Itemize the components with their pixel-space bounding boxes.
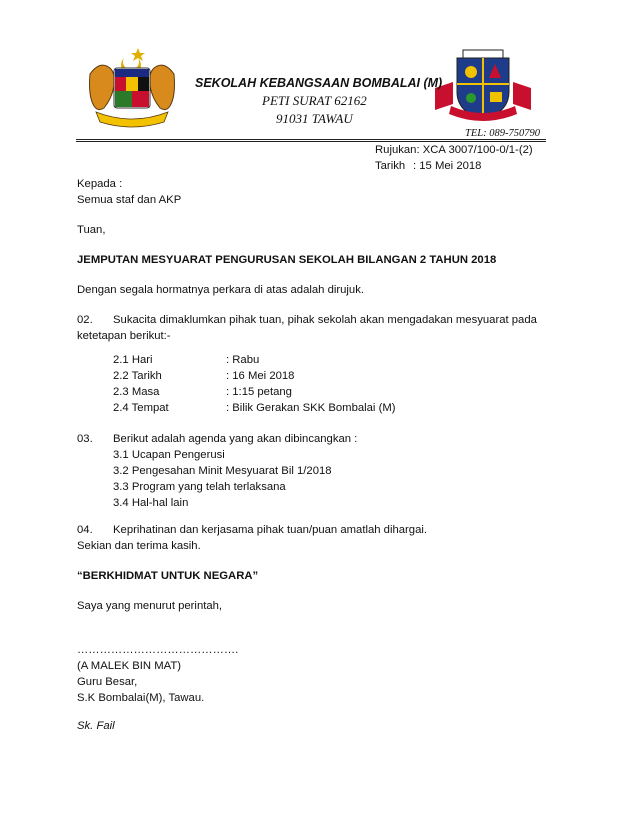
date-value: : 15 Mei 2018: [413, 160, 482, 172]
obedience-line: Saya yang menurut perintah,: [77, 600, 223, 612]
file-copy-note: Sk. Fail: [77, 720, 115, 732]
signer-name: (A MALEK BIN MAT): [77, 660, 181, 672]
signer-title: Guru Besar,: [77, 676, 138, 688]
school-name: SEKOLAH KEBANGSAAN BOMBALAI (M): [195, 76, 443, 90]
address-line-1: PETI SURAT 62162: [262, 93, 367, 108]
intro-paragraph: Dengan segala hormatnya perkara di atas adalah dirujuk.: [77, 284, 364, 296]
agenda-item: 3.2 Pengesahan Minit Mesyuarat Bil 1/2018: [113, 465, 332, 477]
signer-school: S.K Bombalai(M), Tawau.: [77, 692, 205, 704]
header-divider-line: [76, 139, 546, 140]
detail-label: 2.4 Tempat: [113, 402, 169, 414]
reference-number: Rujukan: XCA 3007/100-0/1-(2): [375, 144, 533, 156]
letter-subject: JEMPUTAN MESYUARAT PENGURUSAN SEKOLAH BILANGAN 2 TAHUN 2018: [77, 254, 497, 266]
detail-value: : Bilik Gerakan SKK Bombalai (M): [226, 402, 396, 414]
paragraph-4-text: Keprihatinan dan kerjasama pihak tuan/puan amatlah dihargai.: [113, 524, 428, 536]
paragraph-3-text: Berikut adalah agenda yang akan dibincangkan :: [113, 433, 358, 445]
agenda-item: 3.3 Program yang telah terlaksana: [113, 481, 286, 493]
closing-line: Sekian dan terima kasih.: [77, 540, 201, 552]
paragraph-2-number: 02.: [77, 314, 93, 326]
recipient: Semua staf dan AKP: [77, 194, 182, 206]
recipient-label: Kepada :: [77, 178, 123, 190]
detail-label: 2.1 Hari: [113, 354, 153, 366]
detail-value: : Rabu: [226, 354, 260, 366]
signature-dots: …………………………………….: [77, 644, 239, 656]
school-logo-icon: [433, 44, 533, 126]
address-line-2: 91031 TAWAU: [276, 111, 353, 126]
agenda-item: 3.4 Hal-hal lain: [113, 497, 189, 509]
detail-label: 2.2 Tarikh: [113, 370, 162, 382]
motto: “BERKHIDMAT UNTUK NEGARA”: [77, 570, 259, 582]
paragraph-2-line-1: Sukacita dimaklumkan pihak tuan, pihak sekolah akan mengadakan mesyuarat pada: [113, 314, 537, 326]
salutation: Tuan,: [77, 224, 106, 236]
detail-value: : 1:15 petang: [226, 386, 292, 398]
agenda-item: 3.1 Ucapan Pengerusi: [113, 449, 225, 461]
date-label: Tarikh: [375, 160, 406, 172]
detail-label: 2.3 Masa: [113, 386, 160, 398]
paragraph-3-number: 03.: [77, 433, 93, 445]
paragraph-4-number: 04.: [77, 524, 93, 536]
jata-negara-crest-icon: [82, 44, 182, 128]
telephone-number: TEL: 089-750790: [465, 128, 540, 139]
paragraph-2-line-2: ketetapan berikut:-: [77, 330, 171, 342]
detail-value: : 16 Mei 2018: [226, 370, 295, 382]
